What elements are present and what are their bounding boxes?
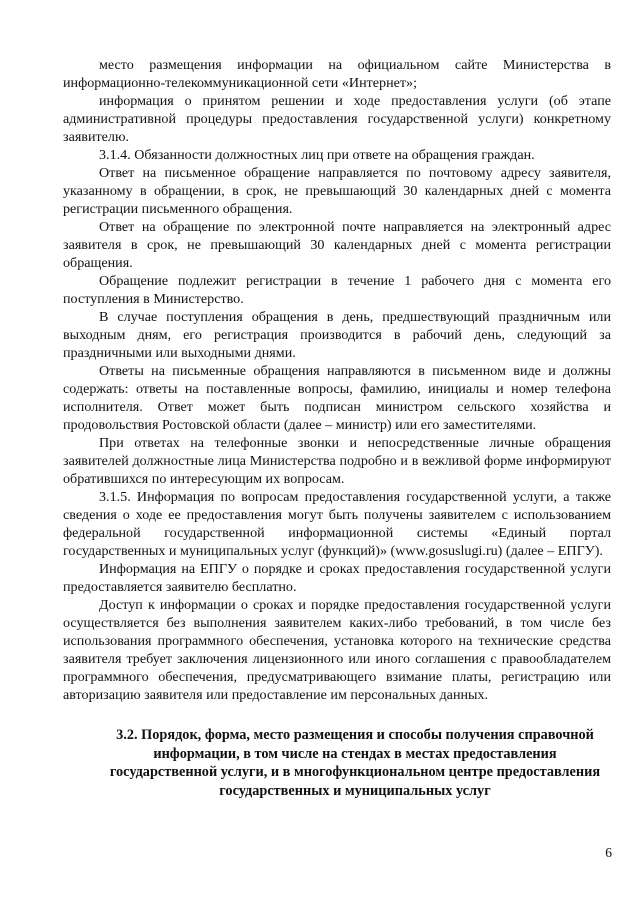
- paragraph-holiday-registration: В случае поступления обращения в день, предшествующий праздничным или выходным дням, его регистрация производится в рабочий день, следующий за праздничными или выходными днями.: [63, 309, 611, 361]
- document-page: [63, 56, 611, 800]
- section-heading-block: [63, 726, 611, 800]
- paragraph-written-reply: Ответ на письменное обращение направляется по почтовому адресу заявителя, указанному в обращении, в срок, не превышающий 30 календарных дней с момента регистрации письменного обращения.: [63, 165, 611, 217]
- body-text: [63, 56, 611, 704]
- paragraph-decision-info: информация о принятом решении и ходе предоставления услуги (об этапе административной процедуры предоставления государственной услуги) конкретному заявителю.: [63, 93, 611, 145]
- paragraph-epgu-free: Информация на ЕПГУ о порядке и сроках предоставления государственной услуги предоставляется заявителю бесплатно.: [63, 561, 611, 595]
- paragraph-reply-contents: Ответы на письменные обращения направляются в письменном виде и должны содержать: ответы на поставленные вопросы, фамилию, инициалы и номер телефона исполнителя. Ответ может быть подписан министром сельского хозяйства и продовольствия Ростовской области (далее – министр) или его заместителями.: [63, 363, 611, 433]
- section-heading-3-2: 3.2. Порядок, форма, место размещения и способы получения справочной информации, в том числе на стендах в местах предоставления государственной услуги, и в многофункциональном центре предоставления государственных и муниципальных услуг: [109, 727, 601, 799]
- paragraph-registration: Обращение подлежит регистрации в течение 1 рабочего дня с момента его поступления в Министерство.: [63, 273, 611, 307]
- paragraph-info-placement: место размещения информации на официальном сайте Министерства в информационно-телекоммуникационной сети «Интернет»;: [63, 57, 611, 91]
- paragraph-phone-calls: При ответах на телефонные звонки и непосредственные личные обращения заявителей должностные лица Министерства подробно и в вежливой форме информируют обратившихся по интересующим их вопросам.: [63, 435, 611, 487]
- paragraph-email-reply: Ответ на обращение по электронной почте направляется на электронный адрес заявителя в срок, не превышающий 30 календарных дней с момента регистрации обращения.: [63, 219, 611, 271]
- paragraph-3-1-5: 3.1.5. Информация по вопросам предоставления государственной услуги, а также сведения о ходе ее предоставления могут быть получены заявителем с использованием федеральной государственной информационной системы «Единый портал государственных и муниципальных услуг (функций)» (www.gosuslugi.ru) (далее – ЕПГУ).: [63, 489, 611, 559]
- page-number: 6: [605, 845, 612, 860]
- paragraph-3-1-4: 3.1.4. Обязанности должностных лиц при ответе на обращения граждан.: [99, 147, 535, 163]
- paragraph-access-requirements: Доступ к информации о сроках и порядке предоставления государственной услуги осуществляется без выполнения заявителем каких-либо требований, в том числе без использования программного обеспечения, установка которого на технические средства заявителя требует заключения лицензионного или иного соглашения с правообладателем программного обеспечения, предусматривающего взимание платы, регистрацию или авторизацию заявителя или предоставление им персональных данных.: [63, 597, 611, 703]
